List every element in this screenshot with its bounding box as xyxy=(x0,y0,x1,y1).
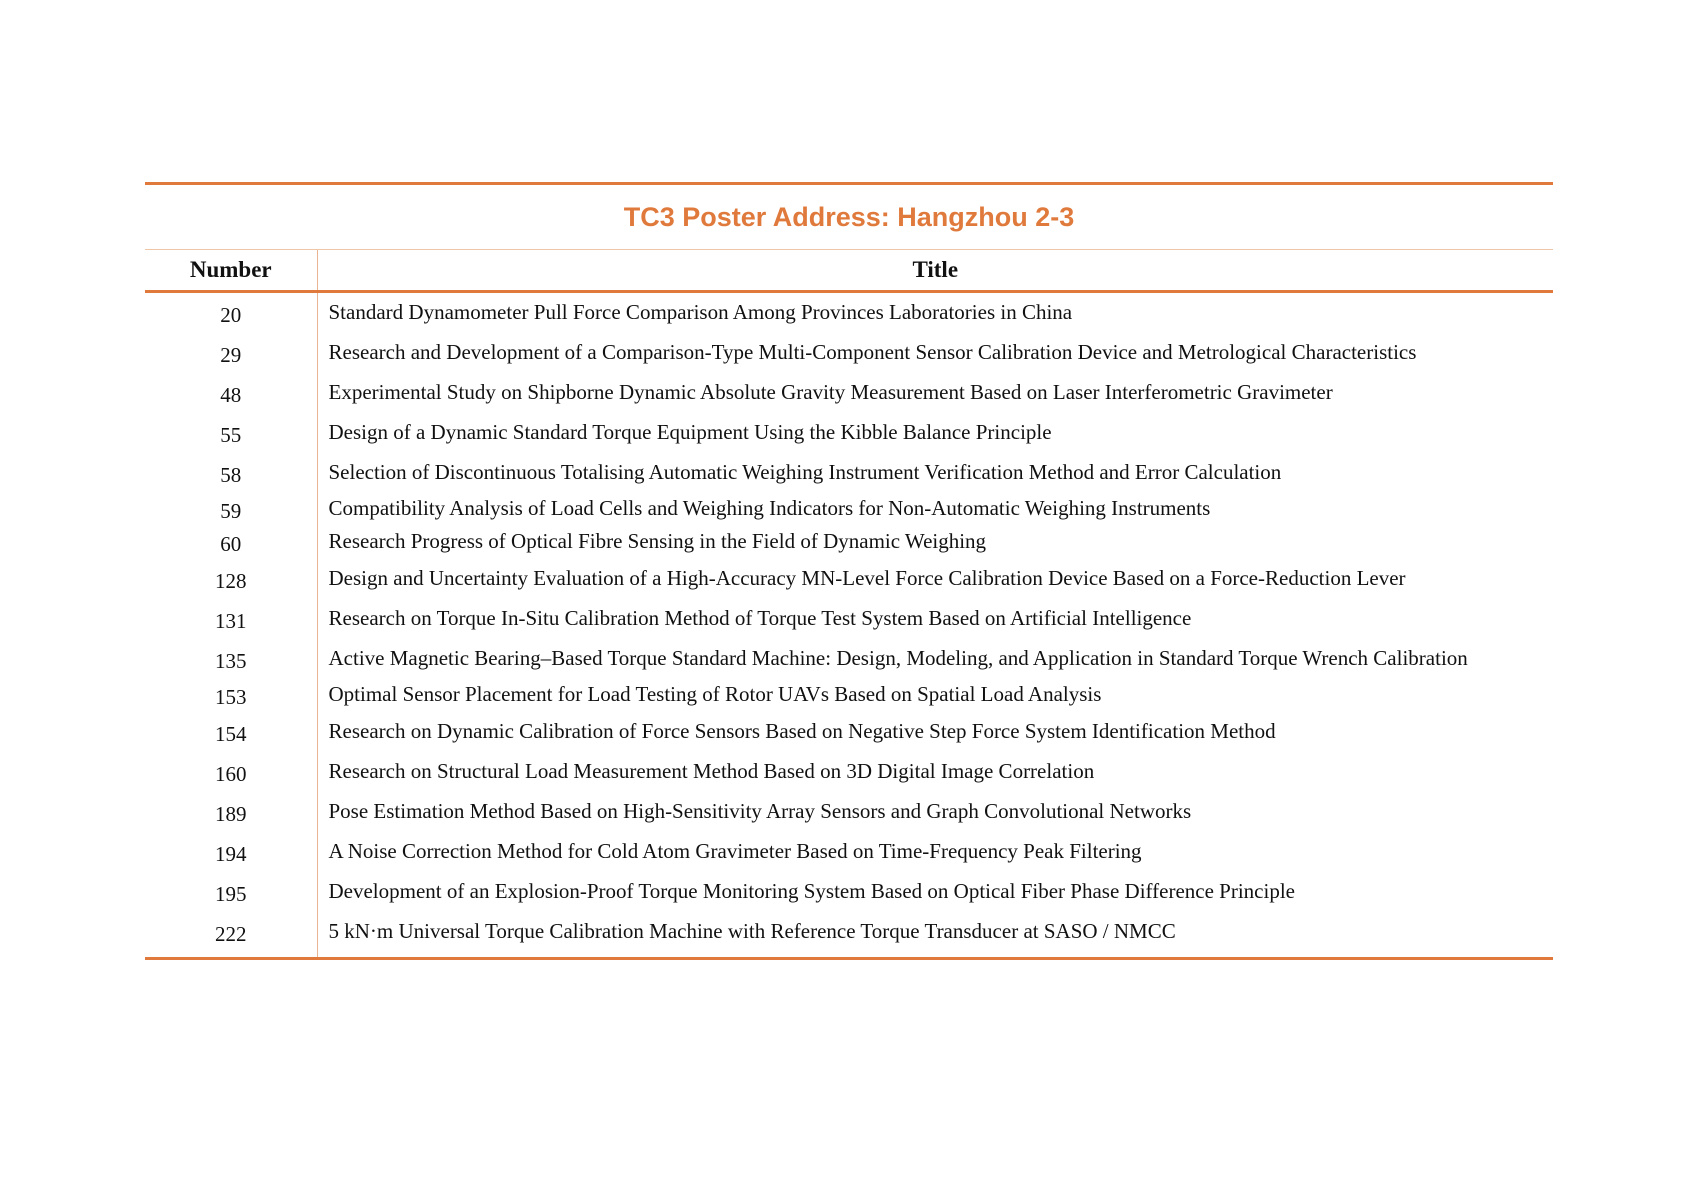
poster-title: Research Progress of Optical Fibre Sensing in the Field of Dynamic Weighing xyxy=(328,529,987,553)
poster-title: Research on Structural Load Measurement Method Based on 3D Digital Image Correlation xyxy=(328,759,1095,783)
poster-number: 55 xyxy=(145,413,317,453)
table-row xyxy=(145,373,1553,413)
poster-number: 29 xyxy=(145,333,317,373)
poster-title: 5 kN·m Universal Torque Calibration Machine with Reference Torque Transducer at SASO / NMCC xyxy=(328,919,1176,943)
column-header-number: Number xyxy=(145,250,317,292)
poster-title: Research on Torque In-Situ Calibration Method of Torque Test System Based on Artificial Intelligence xyxy=(328,606,1192,630)
table-row xyxy=(145,832,1553,872)
table-row xyxy=(145,292,1553,334)
poster-title: Optimal Sensor Placement for Load Testing of Rotor UAVs Based on Spatial Load Analysis xyxy=(328,682,1102,706)
poster-number: 58 xyxy=(145,453,317,493)
poster-number: 128 xyxy=(145,559,317,599)
table-caption: TC3 Poster Address: Hangzhou 2-3 xyxy=(145,185,1553,250)
poster-title: Design of a Dynamic Standard Torque Equipment Using the Kibble Balance Principle xyxy=(328,420,1052,444)
poster-number: 20 xyxy=(145,292,317,334)
header-row xyxy=(145,250,1553,292)
poster-number: 48 xyxy=(145,373,317,413)
table-row xyxy=(145,453,1553,493)
poster-number: 153 xyxy=(145,679,317,712)
poster-title: Research on Dynamic Calibration of Force Sensors Based on Negative Step Force System Identification Method xyxy=(328,719,1276,743)
poster-table-sheet xyxy=(145,182,1553,960)
poster-number: 195 xyxy=(145,872,317,912)
poster-number: 60 xyxy=(145,526,317,559)
poster-number: 59 xyxy=(145,493,317,526)
poster-title: Research and Development of a Comparison-Type Multi-Component Sensor Calibration Device and Metrological Characteristics xyxy=(328,340,1417,364)
column-header-title: Title xyxy=(317,250,1553,292)
table-body xyxy=(145,292,1553,958)
poster-title: Compatibility Analysis of Load Cells and Weighing Indicators for Non-Automatic Weighing Instruments xyxy=(328,496,1211,520)
poster-table xyxy=(145,250,1553,957)
table-row xyxy=(145,413,1553,453)
table-row xyxy=(145,639,1553,679)
poster-number: 222 xyxy=(145,912,317,957)
table-row xyxy=(145,559,1553,599)
table-row xyxy=(145,493,1553,526)
table-row xyxy=(145,333,1553,373)
table-row xyxy=(145,526,1553,559)
poster-title: Experimental Study on Shipborne Dynamic Absolute Gravity Measurement Based on Laser Interferometric Gravimeter xyxy=(328,380,1333,404)
table-row xyxy=(145,912,1553,957)
poster-title: Design and Uncertainty Evaluation of a High-Accuracy MN-Level Force Calibration Device Based on a Force-Reduction Lever xyxy=(328,566,1406,590)
table-row xyxy=(145,712,1553,752)
poster-number: 154 xyxy=(145,712,317,752)
table-row xyxy=(145,792,1553,832)
poster-title: A Noise Correction Method for Cold Atom Gravimeter Based on Time-Frequency Peak Filtering xyxy=(328,839,1142,863)
poster-title: Selection of Discontinuous Totalising Automatic Weighing Instrument Verification Method and Error Calculation xyxy=(328,460,1282,484)
table-row xyxy=(145,872,1553,912)
poster-title: Pose Estimation Method Based on High-Sensitivity Array Sensors and Graph Convolutional Networks xyxy=(328,799,1192,823)
bottom-rule xyxy=(145,957,1553,960)
poster-number: 189 xyxy=(145,792,317,832)
poster-title: Active Magnetic Bearing–Based Torque Standard Machine: Design, Modeling, and Application in Standard Torque Wrench Calibration xyxy=(328,646,1468,670)
poster-number: 131 xyxy=(145,599,317,639)
table-row xyxy=(145,599,1553,639)
table-row xyxy=(145,679,1553,712)
poster-title: Development of an Explosion-Proof Torque Monitoring System Based on Optical Fiber Phase Difference Principle xyxy=(328,879,1295,903)
poster-number: 194 xyxy=(145,832,317,872)
table-row xyxy=(145,752,1553,792)
poster-number: 135 xyxy=(145,639,317,679)
poster-title: Standard Dynamometer Pull Force Comparison Among Provinces Laboratories in China xyxy=(328,300,1073,324)
poster-number: 160 xyxy=(145,752,317,792)
